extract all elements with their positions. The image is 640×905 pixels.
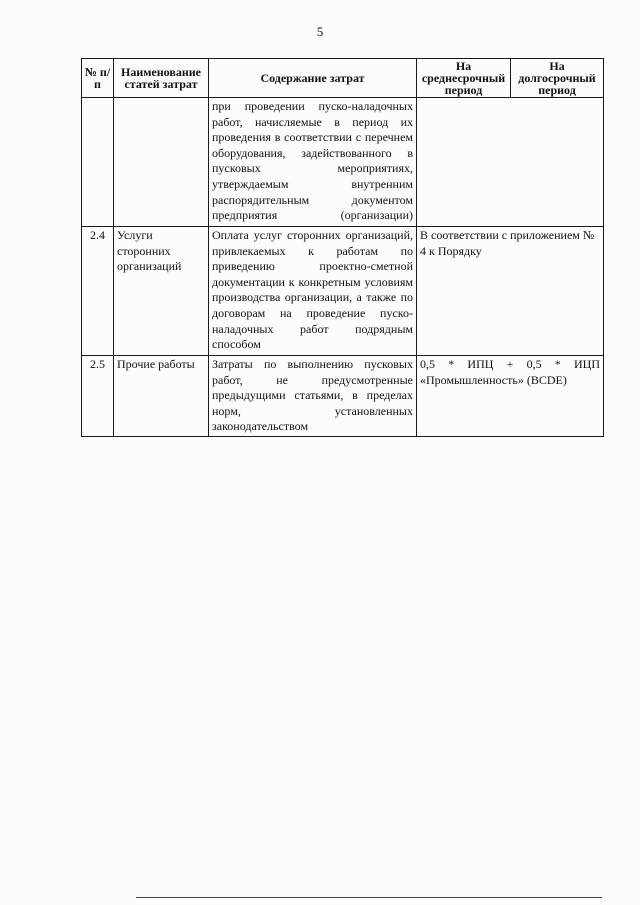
page-number: 5 <box>316 24 324 39</box>
table-row <box>82 98 604 227</box>
row-cost-item-name <box>114 98 209 227</box>
table-row <box>82 356 604 437</box>
row-periods-value: В соответствии с приложением № 4 к Порядку <box>417 227 604 356</box>
table-header-row <box>82 59 604 98</box>
row-periods-value: 0,5 * ИПЦ + 0,5 * ИЦП «Промышленность» (BCDE) <box>417 356 604 437</box>
row-cost-content: при проведении пуско-наладочных работ, начисляемые в период их проведения в соответствии с перечнем оборудования, задействованного в пусковых мероприятиях, утверждаемым внутренним распорядительным документом предприятия (организации) <box>209 98 417 227</box>
row-cost-content: Оплата услуг сторонних организаций, привлекаемых к работам по приведению проектно-сметной документации к конкретным условиям производства организации, а также по договорам на проведение пуско-наладочных работ подрядным способом <box>209 227 417 356</box>
row-cost-item-name: Прочие работы <box>114 356 209 437</box>
row-number: 2.5 <box>82 356 114 437</box>
table-row <box>82 227 604 356</box>
row-number: 2.4 <box>82 227 114 356</box>
header-mid-term: На среднесрочный период <box>417 59 511 98</box>
header-cost-item-name: Наименование статей затрат <box>114 59 209 98</box>
header-long-term: На долгосрочный период <box>511 59 604 98</box>
row-periods-value <box>417 98 604 227</box>
header-cost-content: Содержание затрат <box>209 59 417 98</box>
cost-items-table <box>81 58 604 437</box>
row-cost-content: Затраты по выполнению пусковых работ, не предусмотренные предыдущими статьями, в пределах норм, установленных законодательством <box>209 356 417 437</box>
bottom-scan-line <box>136 897 602 898</box>
row-number <box>82 98 114 227</box>
header-number: № п/п <box>82 59 114 98</box>
row-cost-item-name: Услуги сторонних организаций <box>114 227 209 356</box>
